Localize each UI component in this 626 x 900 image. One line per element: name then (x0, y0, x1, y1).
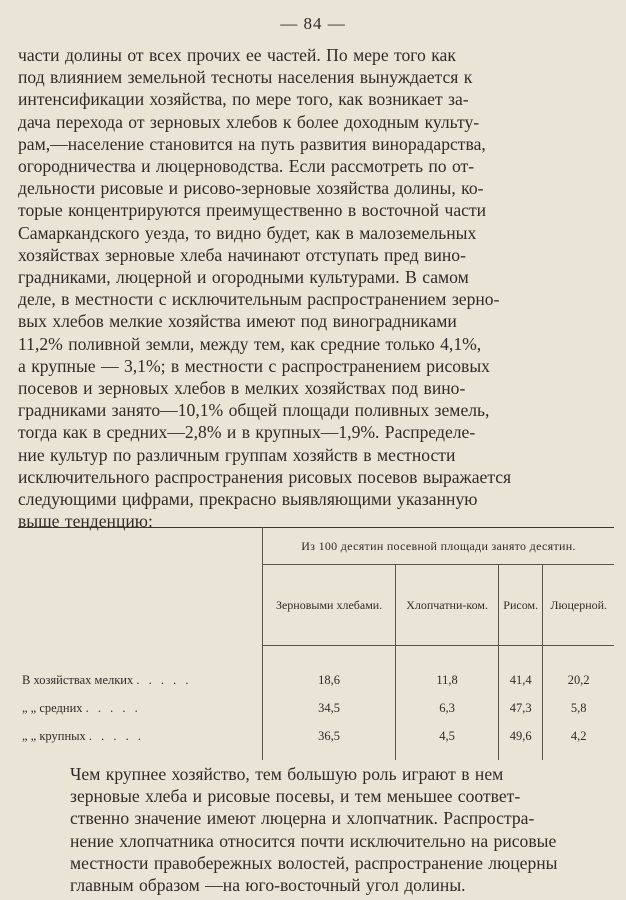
text-line: хозяйствах зерновые хлеба начинают отступать пред вино- (18, 244, 466, 265)
text-line: выше тенденцию: (18, 511, 153, 532)
text-line: Самаркандского уезда, то видно будет, как в малоземельных (18, 222, 477, 243)
text-line: дельности рисовые и рисово-зерновые хозяйства долины, ко- (18, 178, 484, 199)
table-row (18, 694, 614, 722)
text-line: части долины от всех прочих ее частей. По мере того как (18, 45, 456, 65)
text-line: Чем крупнее хозяйство, тем большую роль играют в нем (70, 764, 504, 784)
text-line: ственно значение имеют люцерна и хлопчатник. Распростра- (70, 808, 535, 829)
text-line: ние культур по различным группам хозяйств в местности (18, 444, 456, 465)
crop-distribution-table (18, 527, 614, 760)
row-header-blank (18, 528, 263, 646)
cell-rice: 41,4 (498, 646, 542, 694)
table-group-header: Из 100 десятин посевной площади занято десятин. (263, 528, 615, 565)
text-line: градниками занято—10,1% общей площади поливных земель, (18, 400, 490, 421)
text-line: следующими цифрами, прекрасно выявляющими указанную (18, 489, 478, 510)
text-line: 11,2% поливной земли, между тем, как средние только 4,1%, (18, 333, 482, 354)
cell-alfalfa: 5,8 (570, 700, 587, 715)
text-line: нение хлопчатника относится почти исключительно на рисовые (70, 830, 557, 851)
body-paragraph-1 (18, 44, 608, 532)
cell-grain: 18,6 (263, 646, 396, 694)
row-label-cell (18, 646, 263, 694)
row-label: „ „ крупных (22, 728, 86, 743)
text-line: огородничества и люцерноводства. Если рассмотреть по от- (18, 156, 475, 177)
row-label: В хозяйствах мелких (22, 672, 134, 687)
column-header-alfalfa: Люцерной. (543, 565, 614, 646)
table-row (18, 646, 614, 694)
text-line: торые концентрируются преимущественно в восточной части (18, 200, 487, 221)
text-line: дача перехода от зерновых хлебов к более доходным культу- (18, 111, 480, 132)
cell-alfalfa: 4,2 (570, 728, 587, 743)
row-label-cell (18, 694, 263, 722)
text-line: главным образом —на юго-восточный угол долины. (70, 875, 466, 896)
row-label-cell (18, 722, 263, 760)
text-line: градниками, люцерной и огородными культурами. В самом (18, 267, 469, 288)
text-line: вых хлебов мелкие хозяйства имеют под виноградниками (18, 311, 457, 332)
body-paragraph-2 (18, 763, 608, 896)
cell-rice: 49,6 (498, 722, 542, 760)
leader-dots: . . . . . (88, 728, 145, 743)
cell-cotton: 4,5 (396, 722, 499, 760)
cell-grain: 34,5 (263, 694, 396, 722)
text-line: зерновые хлеба и рисовые посевы, и тем меньшее соответ- (70, 786, 521, 807)
text-line: посевов и зерновых хлебов в мелких хозяйствах под вино- (18, 378, 466, 399)
row-label: „ „ средних (22, 700, 83, 715)
cell-grain: 36,5 (263, 722, 396, 760)
leader-dots: . . . . . (85, 700, 141, 715)
column-header-grain: Зерновыми хлебами. (263, 565, 396, 646)
text-line: под влиянием земельной тесноты населения вынуждается к (18, 67, 473, 88)
text-line: рам,—население становится на путь развития винорадарства, (18, 133, 486, 154)
text-line: деле, в местности с исключительным распространением зерно- (18, 289, 500, 310)
page-number: — 84 — (280, 14, 346, 33)
text-line: а крупные — 3,1%; в местности с распространением рисовых (18, 355, 490, 376)
cell-cotton: 11,8 (396, 646, 499, 694)
text-line: интенсификации хозяйства, по мере того, как возникает за- (18, 89, 469, 110)
cell-cotton: 6,3 (396, 694, 499, 722)
text-line: исключительного распространения рисовых посевов выражается (18, 466, 512, 487)
text-line: тогда как в средних—2,8% и в крупных—1,9%. Распределе- (18, 422, 476, 443)
leader-dots: . . . . . (136, 672, 192, 687)
cell-alfalfa: 20,2 (567, 672, 590, 687)
table-row (18, 722, 614, 760)
column-header-rice: Рисом. (498, 565, 542, 646)
cell-rice: 47,3 (498, 694, 542, 722)
text-line: местности правобережных волостей, распространение люцерны (70, 852, 558, 873)
column-header-cotton: Хлопчатни-ком. (396, 565, 499, 646)
